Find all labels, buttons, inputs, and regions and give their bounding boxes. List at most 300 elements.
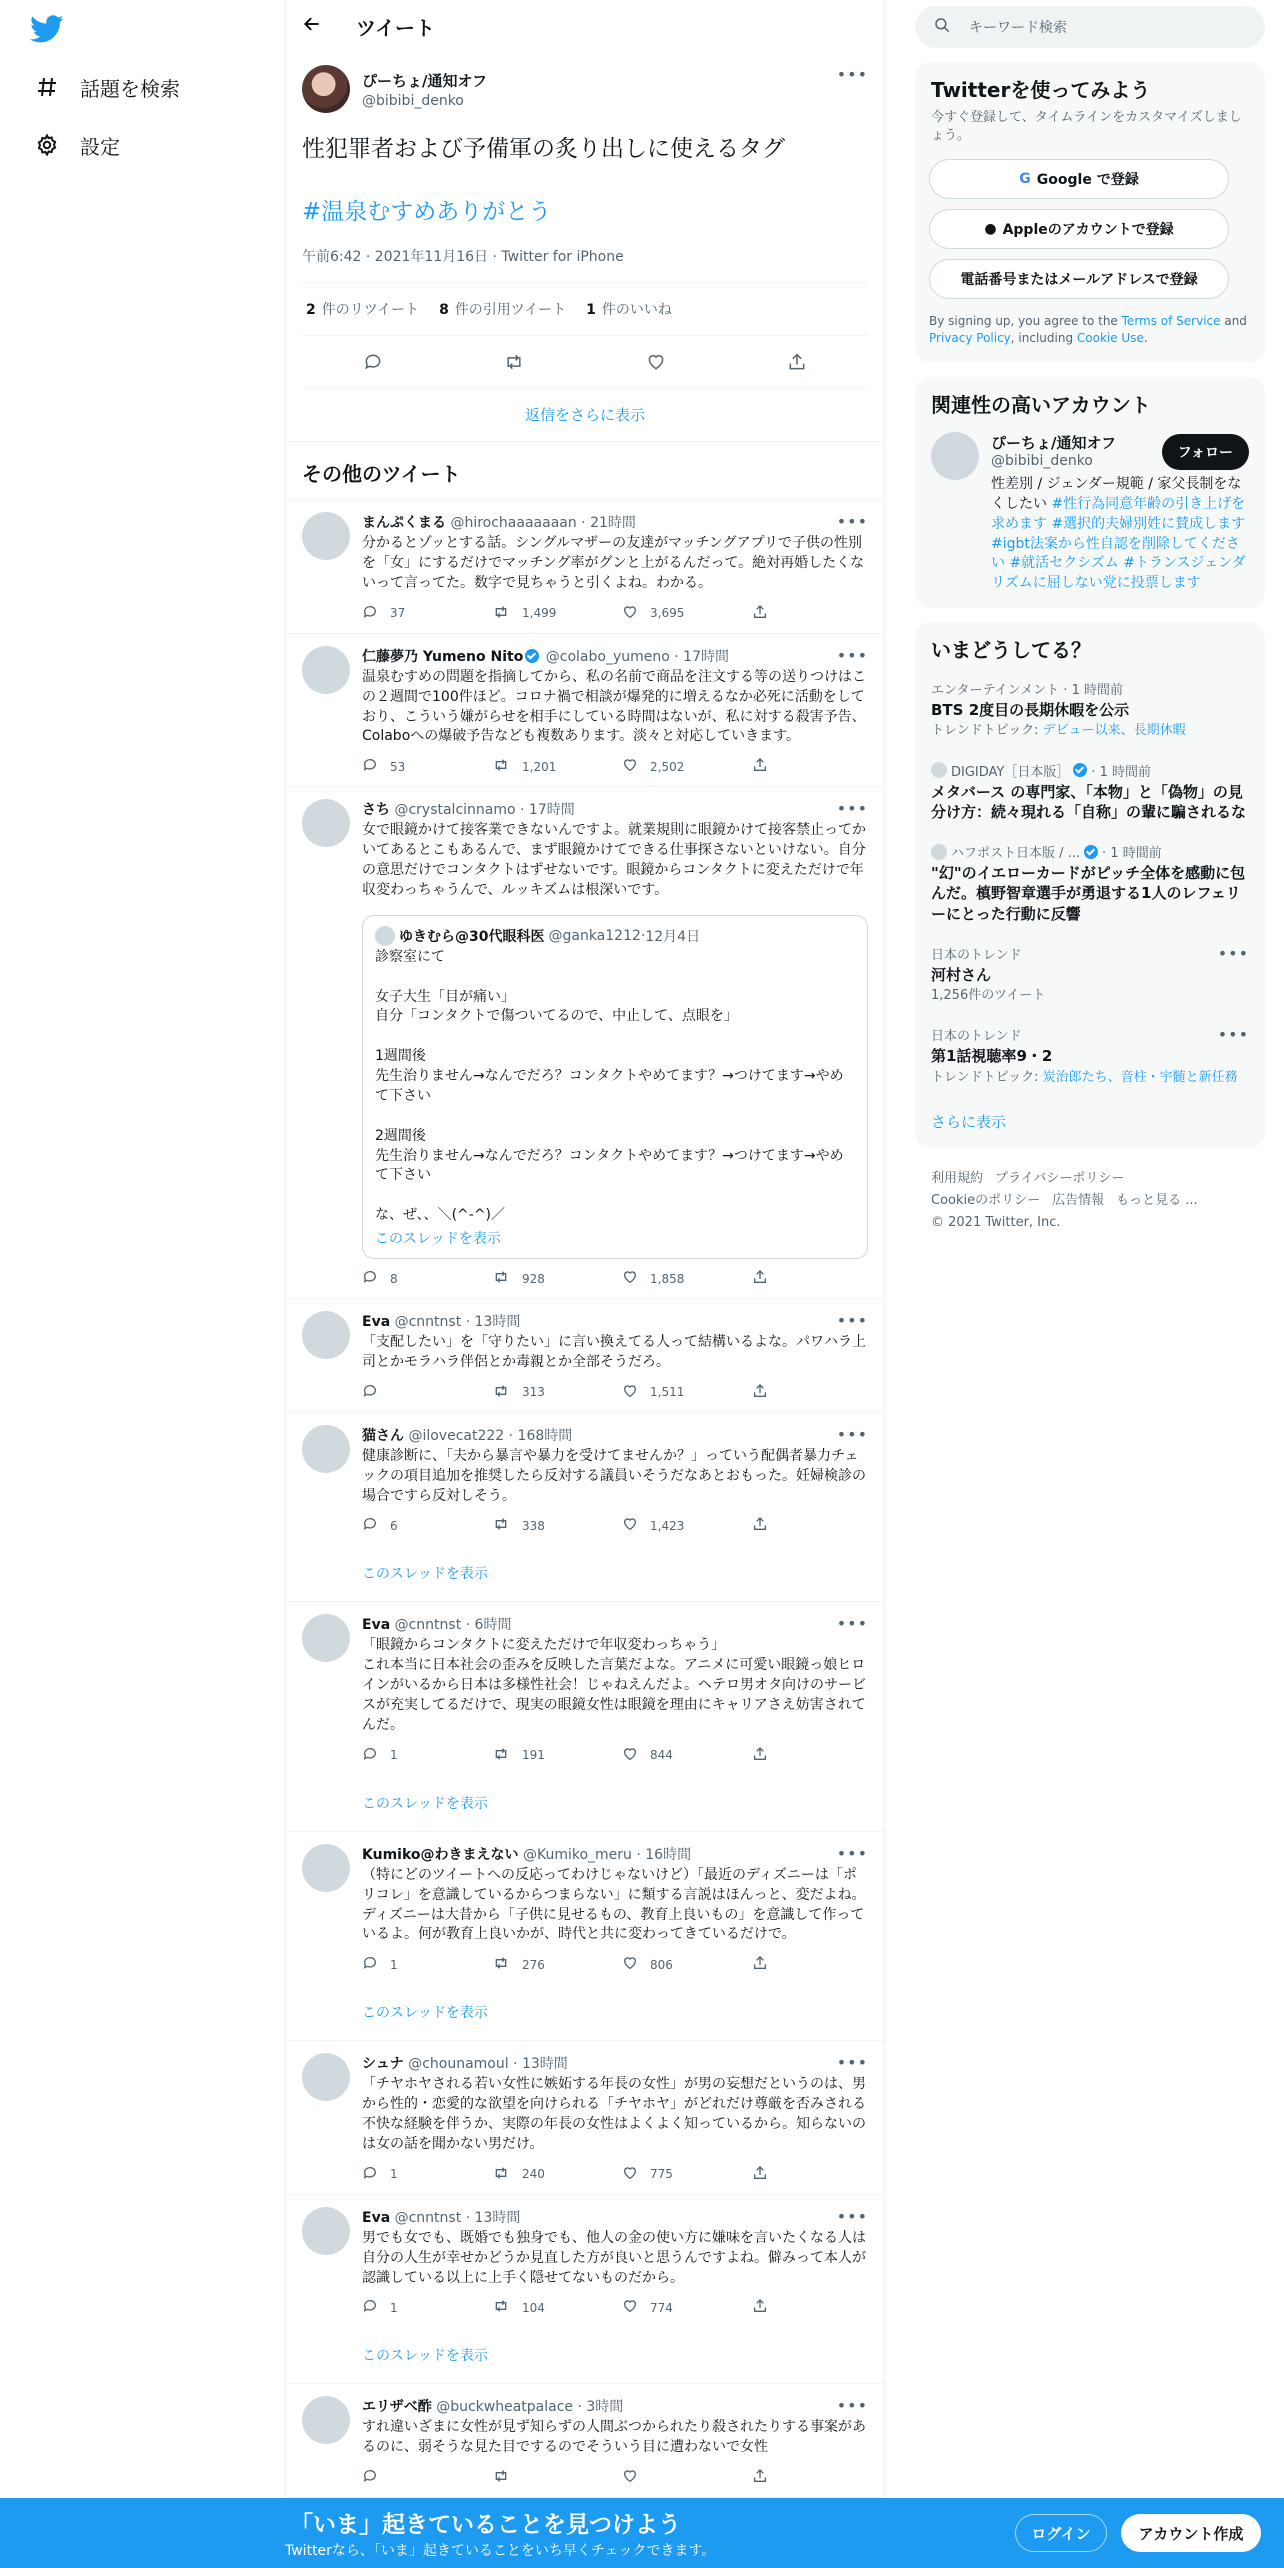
author-username[interactable]: @cnntnst xyxy=(394,2209,462,2226)
quote-count-label: 件の引用ツイート xyxy=(454,302,567,319)
share-icon xyxy=(752,2298,768,2317)
retweet-button[interactable] xyxy=(492,604,622,623)
author-display-name[interactable]: Eva xyxy=(362,1617,391,1634)
trend-topics xyxy=(931,722,1249,740)
trend-topic-link[interactable]: デビュー以来、長期休暇 xyxy=(1042,723,1186,739)
author-username[interactable]: @cnntnst xyxy=(394,1617,462,1634)
share-icon xyxy=(752,1955,768,1974)
reply-count: 37 xyxy=(390,606,406,621)
trend-title[interactable]: "幻"のイエローカードがピッチ全体を感動に包んだ。槙野智章選手が勇退する1人のレフェリーにとった行動に反響 xyxy=(931,864,1246,923)
signup-card xyxy=(915,62,1265,363)
avatar[interactable] xyxy=(931,432,979,480)
tweet-text: 性犯罪者および予備軍の炙り出しに使えるタグ xyxy=(302,136,785,162)
trend-item[interactable] xyxy=(915,934,1265,1015)
trend-title[interactable]: 第1話視聴率9・2 xyxy=(931,1047,1053,1066)
retweet-button[interactable] xyxy=(492,1516,622,1535)
tweet-header: Eva @cnntnst · 13時間 xyxy=(362,1314,521,1331)
tweet-text: 「チヤホヤされる若い女性に嫉妬する年長の女性」が男の妄想だというのは、男から性的・恋愛的な欲望を向けられる「チヤホヤ」がどれだけ尊厳を否みされる不快な経験を伴うか、実際の年長の女性はよくよく知っているから。知らないのは女の話を聞かない男だけ。 xyxy=(362,2076,866,2152)
tweet-text: すれ違いざまに女性が見ず知らずの人間ぶつかられたり殺されたりする事案があるのに、弱そうな見た目でするのでそういう目に遭わないで女性 xyxy=(362,2419,866,2456)
follow-button[interactable]: フォロー xyxy=(1162,434,1249,470)
retweet-count: 313 xyxy=(522,1385,545,1400)
retweet-icon xyxy=(492,1383,510,1402)
more-options-icon[interactable]: ••• xyxy=(836,2053,868,2073)
google-signup-label: Google で登録 xyxy=(1036,172,1139,189)
share-button[interactable] xyxy=(752,1269,768,1288)
show-thread-link[interactable]: このスレッドを表示 xyxy=(362,2348,488,2365)
tweet-time[interactable]: 17時間 xyxy=(528,802,575,819)
author-username[interactable]: @hirochaaaaaaan xyxy=(450,515,577,532)
retweet-count: 104 xyxy=(522,2300,545,2315)
more-options-icon[interactable]: ••• xyxy=(1217,1025,1249,1045)
footer xyxy=(915,1148,1265,1254)
footer-more-link[interactable]: もっと見る ... xyxy=(1116,1192,1198,1208)
right-sidebar xyxy=(915,0,1265,1254)
phone-signup-label: 電話番号またはメールアドレスで登録 xyxy=(960,272,1198,289)
google-icon: G xyxy=(1019,171,1031,188)
avatar[interactable] xyxy=(302,1844,350,1892)
trend-category: 日本のトレンド xyxy=(931,947,1022,963)
show-thread-link[interactable]: このスレッドを表示 xyxy=(362,1566,488,1583)
author-username[interactable]: @cnntnst xyxy=(394,1314,462,1331)
author-display-name[interactable]: エリザベ酢 xyxy=(362,2399,432,2416)
trend-list xyxy=(915,669,1265,1097)
retweet-icon xyxy=(492,1516,510,1535)
reply-icon xyxy=(362,757,378,776)
retweet-count: 928 xyxy=(522,1271,545,1286)
author-username[interactable]: @ilovecat222 xyxy=(408,1427,505,1444)
like-button[interactable] xyxy=(622,2468,752,2487)
tweet-time[interactable]: 3時間 xyxy=(586,2399,624,2416)
more-tweets-heading: その他のツイート xyxy=(286,442,884,500)
trend-title[interactable]: BTS 2度目の長期休暇を公示 xyxy=(931,701,1130,720)
retweet-button[interactable] xyxy=(492,2468,622,2487)
author-display-name[interactable]: シュナ xyxy=(362,2056,404,2073)
share-icon[interactable] xyxy=(777,342,817,382)
trend-item[interactable] xyxy=(915,832,1265,934)
tweet-body xyxy=(362,2207,868,2374)
share-icon xyxy=(752,604,768,623)
trend-tweet-count: 1,256件のツイート xyxy=(931,988,1046,1004)
like-count: 775 xyxy=(650,2167,673,2182)
tweet-card[interactable] xyxy=(286,634,884,788)
like-icon xyxy=(622,1955,638,1974)
retweet-count: 1,499 xyxy=(522,606,557,621)
tweet-time[interactable]: 13時間 xyxy=(521,2056,568,2073)
tweet-time[interactable]: 13時間 xyxy=(474,2209,521,2226)
reply-count: 6 xyxy=(390,1518,398,1533)
reply-icon xyxy=(362,1746,378,1765)
author-display-name[interactable]: Eva xyxy=(362,1314,391,1331)
reply-button[interactable] xyxy=(362,1955,492,1974)
reply-button[interactable] xyxy=(362,2298,492,2317)
retweet-button[interactable] xyxy=(492,1269,622,1288)
tweet-text: 「眼鏡からコンタクトに変えただけで年収変わっちゃう」 これ本当に日本社会の歪みを反映した言葉だよな。アニメに可愛い眼鏡っ娘ヒロインがいるから日本は多様性社会！じゃねえんだよ。ヘテロ男オタ向けのサービスが充実してるだけで、現実の眼鏡女性は眼鏡を理由にキャリアさえ妨害されてんだ。 xyxy=(362,1637,866,1733)
tweet-actions xyxy=(362,1516,868,1535)
tweet-body xyxy=(362,2396,868,2487)
share-button[interactable] xyxy=(752,604,768,623)
reply-count: 53 xyxy=(390,759,406,774)
cookie-link[interactable]: Cookie Use xyxy=(1076,331,1144,346)
trend-time: · 1 時間前 xyxy=(1091,764,1152,780)
avatar[interactable] xyxy=(302,512,350,560)
trend-context xyxy=(931,842,1249,861)
reply-button[interactable] xyxy=(362,757,492,776)
share-button[interactable] xyxy=(752,757,768,776)
banner-subtitle: Twitterなら、「いま」起きていることをいち早くチェックできます。 xyxy=(285,2543,716,2559)
retweet-icon xyxy=(492,2298,510,2317)
tweet-time[interactable]: 17時間 xyxy=(683,648,729,665)
tweet-time[interactable]: 16時間 xyxy=(645,1846,692,1863)
trend-topic-link[interactable]: 炭治郎たち、音柱・宇髄と新任務 xyxy=(1042,1069,1238,1085)
retweet-icon xyxy=(492,757,510,776)
tweet-actions xyxy=(362,1955,868,1974)
avatar[interactable] xyxy=(302,1311,350,1359)
tweet-body xyxy=(362,2053,868,2184)
main-column xyxy=(285,0,885,2568)
nav-explore[interactable] xyxy=(34,67,180,107)
tweet-card[interactable] xyxy=(286,2195,884,2385)
retweet-icon xyxy=(492,2165,510,2184)
footer-privacy-link[interactable]: プライバシーポリシー xyxy=(995,1170,1125,1186)
signup-banner xyxy=(0,2498,1284,2568)
tweet-text: 男でも女でも、既婚でも独身でも、他人の金の使い方に嫌味を言いたくなる人は自分の人生が幸せかどうか見直した方が良いと思うんですよね。僻みって本人が認識している以上に上手く隠せてないものだから。 xyxy=(362,2229,866,2286)
retweet-icon xyxy=(492,604,510,623)
trend-item[interactable] xyxy=(915,751,1265,833)
related-username[interactable]: @bibibi_denko xyxy=(991,452,1093,469)
like-count[interactable] xyxy=(586,299,672,319)
like-count: 1,858 xyxy=(650,1271,685,1286)
footer-terms-link[interactable]: 利用規約 xyxy=(931,1170,984,1186)
reply-count: 1 xyxy=(390,2300,398,2315)
back-arrow-icon[interactable] xyxy=(302,14,332,40)
like-button[interactable] xyxy=(622,2165,752,2184)
tweet-card[interactable] xyxy=(286,787,884,1299)
retweet-icon xyxy=(492,1746,510,1765)
tweet-actions xyxy=(362,2165,868,2184)
like-button[interactable] xyxy=(622,1269,752,1288)
reply-button[interactable] xyxy=(362,2165,492,2184)
quoted-time: 12月4日 xyxy=(645,928,701,945)
tweet-timestamp[interactable]: 午前6:42 · 2021年11月16日 · Twitter for iPhone xyxy=(302,246,868,283)
quoted-tweet[interactable] xyxy=(362,915,868,1259)
retweet-icon xyxy=(492,2468,510,2487)
retweet-count-label: 件のリツイート xyxy=(321,302,420,319)
nav-explore-label: 話題を検索 xyxy=(80,76,180,101)
avatar[interactable] xyxy=(302,65,350,113)
show-thread-link[interactable]: このスレッドを表示 xyxy=(375,1231,501,1248)
search-input[interactable] xyxy=(915,6,1265,48)
like-button[interactable] xyxy=(622,2298,752,2317)
publisher-avatar xyxy=(931,844,947,860)
reply-button[interactable] xyxy=(362,1383,492,1402)
retweet-button[interactable] xyxy=(492,2165,622,2184)
trend-item[interactable] xyxy=(915,1015,1265,1096)
tweet-card[interactable] xyxy=(286,1832,884,2042)
reply-button[interactable] xyxy=(362,1746,492,1765)
privacy-link[interactable]: Privacy Policy xyxy=(929,331,1011,346)
terms-and: and xyxy=(1220,314,1247,329)
banner-title: 「いま」起きていることを見つけよう xyxy=(290,2512,681,2538)
related-display-name[interactable]: ぴーちょ/通知オフ xyxy=(991,433,1117,452)
like-icon[interactable] xyxy=(636,342,676,382)
like-button[interactable] xyxy=(622,1516,752,1535)
author-username[interactable]: @Kumiko_meru xyxy=(522,1846,632,1863)
tweet-actions xyxy=(362,1383,868,1402)
tweet-body xyxy=(362,512,868,623)
tweet-header: さち @crystalcinnamo · 17時間 xyxy=(362,802,575,819)
trend-context xyxy=(931,679,1249,698)
twitter-logo-icon[interactable] xyxy=(30,12,64,46)
tweet-time[interactable]: 13時間 xyxy=(474,1314,521,1331)
trend-time: · 1 時間前 xyxy=(1102,846,1162,862)
share-button[interactable] xyxy=(752,2298,768,2317)
tweet-header: 仁藤夢乃 Yumeno Nito @colabo_yumeno · 17時間 xyxy=(362,648,729,665)
reply-icon xyxy=(362,1383,378,1402)
copyright: © 2021 Twitter, Inc. xyxy=(931,1214,1061,1230)
tweet-body xyxy=(362,646,868,777)
reply-icon xyxy=(362,1269,378,1288)
hashtag-icon xyxy=(34,74,60,100)
share-button[interactable] xyxy=(752,2468,768,2487)
tweet-actions xyxy=(362,604,868,623)
avatar[interactable] xyxy=(302,1425,350,1473)
tweet-stats xyxy=(302,283,868,336)
trend-item[interactable] xyxy=(915,669,1265,750)
gear-icon xyxy=(34,132,60,158)
show-thread-link[interactable]: このスレッドを表示 xyxy=(362,2005,488,2022)
author-username[interactable]: @crystalcinnamo xyxy=(394,802,516,819)
tweet-time[interactable]: 168時間 xyxy=(517,1427,573,1444)
more-options-icon[interactable]: ••• xyxy=(1217,943,1249,963)
share-icon xyxy=(752,1269,768,1288)
share-icon xyxy=(752,2165,768,2184)
trend-title[interactable]: 河村さん xyxy=(931,965,992,984)
like-button[interactable] xyxy=(622,1383,752,1402)
search-icon xyxy=(933,16,951,38)
more-options-icon[interactable]: ••• xyxy=(836,2396,868,2416)
avatar[interactable] xyxy=(302,2207,350,2255)
like-icon xyxy=(622,757,638,776)
retweet-count: 240 xyxy=(522,2167,545,2182)
terms-incl: , including xyxy=(1010,331,1077,346)
like-count: 774 xyxy=(650,2300,673,2315)
more-options-icon[interactable]: ••• xyxy=(836,1424,868,1444)
retweet-icon xyxy=(492,1269,510,1288)
share-icon xyxy=(752,1516,768,1535)
avatar xyxy=(375,926,395,946)
more-options-icon[interactable]: ••• xyxy=(836,2206,868,2226)
retweet-button[interactable] xyxy=(492,1746,622,1765)
trend-context xyxy=(931,761,1249,780)
apple-signup-label: Appleのアカウントで登録 xyxy=(1002,222,1174,239)
reply-button[interactable] xyxy=(362,1269,492,1288)
terms-link[interactable]: Terms of Service xyxy=(1121,314,1221,329)
reply-icon xyxy=(362,2468,378,2487)
author-username[interactable]: @colabo_yumeno xyxy=(545,648,670,665)
footer-cookie-link[interactable]: Cookieのポリシー xyxy=(931,1192,1041,1208)
show-more-replies-link[interactable]: 返信をさらに表示 xyxy=(286,388,884,442)
apple-icon: ● xyxy=(984,221,997,238)
retweet-count[interactable] xyxy=(306,299,419,319)
more-options-icon[interactable]: ••• xyxy=(836,1614,868,1634)
retweet-button[interactable] xyxy=(492,1955,622,1974)
reply-button[interactable] xyxy=(362,604,492,623)
focused-tweet xyxy=(286,53,884,388)
trend-category: 日本のトレンド xyxy=(931,1029,1022,1045)
author-display-name[interactable]: ぴーちょ/通知オフ xyxy=(362,71,488,90)
reply-count: 1 xyxy=(390,1748,398,1763)
trend-topic-label: トレンドトピック: xyxy=(931,1069,1043,1085)
tweet-header: エリザベ酢 @buckwheatpalace · 3時間 xyxy=(362,2399,624,2416)
tweet-body xyxy=(362,799,868,1288)
trends-card xyxy=(915,622,1265,1148)
retweet-button[interactable] xyxy=(492,757,622,776)
author-display-name[interactable]: さち xyxy=(362,802,390,819)
google-signup-button[interactable] xyxy=(929,159,1229,199)
tweet-header: Eva @cnntnst · 6時間 xyxy=(362,1617,512,1634)
retweet-icon[interactable] xyxy=(494,342,534,382)
trend-title[interactable]: メタバース の専門家、「本物」と「偽物」の見分け方：続々現れる「自称」の輩に騙されるな xyxy=(931,782,1247,821)
signup-title: Twitterを使ってみよう xyxy=(931,78,1151,102)
more-options-icon[interactable]: ••• xyxy=(836,645,868,665)
footer-ads-link[interactable]: 広告情報 xyxy=(1052,1192,1105,1208)
avatar[interactable] xyxy=(302,2053,350,2101)
related-bio-hashtags[interactable]: #性行為同意年齢の引き上げを求めます #選択的夫婦別姓に賛成します #igbt法案から性自認を削除してください #就活セクシズム #トランスジェンダリズムに屈しない党に投票します xyxy=(991,495,1246,592)
share-button[interactable] xyxy=(752,1516,768,1535)
tweet-header: Kumiko@わきまえない @Kumiko_meru · 16時間 xyxy=(362,1846,692,1863)
trend-topics xyxy=(931,1069,1249,1087)
tweet-card[interactable] xyxy=(286,2041,884,2195)
page-header xyxy=(286,0,884,53)
more-options-icon[interactable]: ••• xyxy=(836,799,868,819)
trend-context xyxy=(931,944,1249,963)
share-button[interactable] xyxy=(752,1746,768,1765)
share-icon xyxy=(752,2468,768,2487)
reply-icon xyxy=(362,1955,378,1974)
author-display-name[interactable]: 仁藤夢乃 Yumeno Nito xyxy=(362,648,524,665)
tweet-time[interactable]: 21時間 xyxy=(590,515,636,532)
left-navigation xyxy=(0,0,285,2568)
tweet-card[interactable] xyxy=(286,1299,884,1413)
tweet-card[interactable] xyxy=(286,500,884,634)
like-button[interactable] xyxy=(622,757,752,776)
quoted-display-name: ゆきむら@30代眼科医 xyxy=(399,928,545,945)
share-icon xyxy=(752,1746,768,1765)
search-placeholder: キーワード検索 xyxy=(969,20,1067,36)
apple-signup-button[interactable] xyxy=(929,209,1229,249)
author-display-name[interactable]: まんぷくまる xyxy=(362,515,446,532)
like-count: 2,502 xyxy=(650,759,685,774)
hashtag-link[interactable]: #温泉むすめありがとう xyxy=(302,199,552,226)
author-display-name[interactable]: 猫さん xyxy=(362,1427,404,1444)
tweet-header: Eva @cnntnst · 13時間 xyxy=(362,2209,521,2226)
retweet-icon xyxy=(492,1955,510,1974)
related-account[interactable] xyxy=(915,424,1265,608)
like-icon xyxy=(622,1746,638,1765)
trend-category: エンターテインメント · 1 時間前 xyxy=(931,683,1123,699)
like-icon xyxy=(622,604,638,623)
tweet-text: 女で眼鏡かけて接客業できないんですよ。就業規則に眼鏡かけて接客禁止ってかいてあるとこもあるんで、まず眼鏡かけてできる仕事探さないといけない。自分の意思だけでコンタクトはずせないです。眼鏡からコンタクトに変えただけで年収変わっちゃうんで、ルッキズムは根深いです。 xyxy=(362,822,866,898)
related-accounts-card xyxy=(915,377,1265,608)
share-button[interactable] xyxy=(752,1383,768,1402)
like-button[interactable] xyxy=(622,1746,752,1765)
retweet-count-value: 2 xyxy=(306,302,316,319)
tweet-text: 温泉むすめの問題を指摘してから、私の名前で商品を注文する等の送りつけはこの２週間で100件ほど。コロナ禍で相談が爆発的に増えるなか必死に活動をしており、こういう嫌がらせを相手にしている時間はないが、私に対する殺害予告、Colaboへの爆破予告なども複数あります。淡々と対応していきます。 xyxy=(362,668,866,745)
trend-publisher: ハフポスト日本版 / ... xyxy=(951,846,1081,862)
tweet-header: まんぷくまる @hirochaaaaaaan · 21時間 xyxy=(362,515,636,532)
share-icon xyxy=(752,757,768,776)
more-options-icon[interactable]: ••• xyxy=(836,65,868,84)
signup-button[interactable]: アカウント作成 xyxy=(1121,2514,1261,2552)
tweet-actions xyxy=(362,1269,868,1288)
author-display-name[interactable]: Eva xyxy=(362,2209,391,2226)
more-options-icon[interactable]: ••• xyxy=(836,512,868,532)
retweet-button[interactable] xyxy=(492,2298,622,2317)
like-icon xyxy=(622,2165,638,2184)
reply-icon xyxy=(362,2165,378,2184)
tweet-body xyxy=(362,1425,868,1592)
reply-icon xyxy=(362,1516,378,1535)
login-button[interactable]: ログイン xyxy=(1015,2514,1107,2552)
author-username[interactable]: @bibibi_denko xyxy=(362,92,464,109)
tweet-card[interactable] xyxy=(286,2384,884,2498)
tweet-time[interactable]: 6時間 xyxy=(474,1617,512,1634)
author-username[interactable]: @buckwheatpalace xyxy=(436,2399,574,2416)
related-bio-text: 性差別 / ジェンダー規範 / 家父長制をなくしたい xyxy=(991,475,1242,512)
author-username[interactable]: @chounamoul xyxy=(408,2056,509,2073)
phone-signup-button[interactable] xyxy=(929,259,1229,299)
like-count: 844 xyxy=(650,1748,673,1763)
trends-see-more-link[interactable]: さらに表示 xyxy=(931,1112,1007,1131)
quote-count[interactable] xyxy=(439,299,566,319)
tweet-body xyxy=(362,1311,868,1402)
quoted-text: 診察室にて 女子大生「目が痛い」 自分「コンタクトで傷ついてるので、中止して、点眼を」 1週間後 先生治りません→なんでだろ？コンタクトやめてます？→つけてます→やめて下さい 2週間後 先生治りません→なんでだろ？コンタクトやめてます？→つけてます→やめて下さい な、ぜ、、＼(^-^)／ xyxy=(375,948,844,1224)
more-options-icon[interactable]: ••• xyxy=(836,1843,868,1863)
show-thread-link[interactable]: このスレッドを表示 xyxy=(362,1795,488,1812)
tweet-text: 健康診断に、「夫から暴言や暴力を受けてませんか？」っていう配偶者暴力チェックの項目追加を推奨したら反対する議員いそうだなあとおもった。妊婦検診の場合ですら反対しそう。 xyxy=(362,1447,866,1504)
nav-settings[interactable] xyxy=(34,125,120,165)
trend-context xyxy=(931,1025,1249,1044)
publisher-avatar xyxy=(931,762,947,778)
tweet-text: 「支配したい」を「守りたい」に言い換えてる人って結構いるよな。パワハラ上司とかモラハラ伴侶とか毒親とか全部そうだろ。 xyxy=(362,1334,866,1370)
reply-icon[interactable] xyxy=(353,342,393,382)
avatar[interactable] xyxy=(302,2396,350,2444)
quoted-tweet-header: ゆきむら@30代眼科医 @ganka1212 · 12月4日 xyxy=(375,926,855,946)
tweet-card[interactable] xyxy=(286,1413,884,1603)
reply-button[interactable] xyxy=(362,1516,492,1535)
tweet-body xyxy=(362,1614,868,1820)
reply-button[interactable] xyxy=(362,2468,492,2487)
avatar[interactable] xyxy=(302,799,350,847)
like-icon xyxy=(622,1516,638,1535)
author-display-name[interactable]: Kumiko@わきまえない xyxy=(362,1846,519,1863)
nav-settings-label: 設定 xyxy=(80,134,120,159)
like-icon xyxy=(622,1269,638,1288)
page-title: ツイート xyxy=(356,16,435,40)
avatar[interactable] xyxy=(302,646,350,694)
like-button[interactable] xyxy=(622,604,752,623)
tweet-list xyxy=(286,500,884,2498)
share-button[interactable] xyxy=(752,1955,768,1974)
like-button[interactable] xyxy=(622,1955,752,1974)
more-options-icon[interactable]: ••• xyxy=(836,1311,868,1331)
avatar[interactable] xyxy=(302,1614,350,1662)
tweet-card[interactable] xyxy=(286,1602,884,1831)
retweet-button[interactable] xyxy=(492,1383,622,1402)
terms-text xyxy=(915,299,1265,363)
share-button[interactable] xyxy=(752,2165,768,2184)
tweet-actions xyxy=(362,757,868,776)
